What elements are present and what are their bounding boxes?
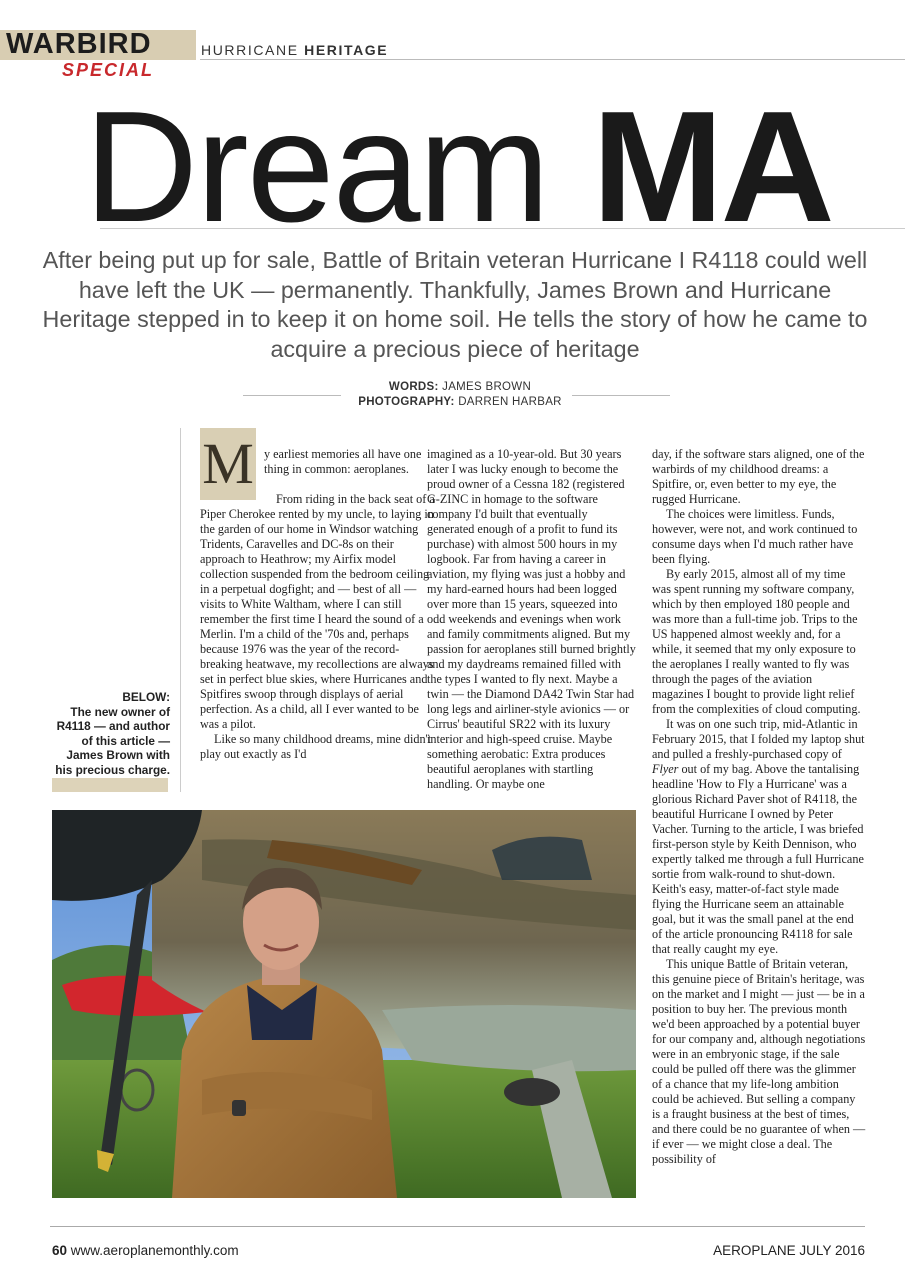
col1-paragraph-2: Like so many childhood dreams, mine didn't play out exactly as I'd: [200, 732, 432, 761]
caption-label: BELOW:: [122, 690, 170, 704]
header-divider: [200, 59, 905, 60]
col1-opening-text: y earliest memories all have one thing in common: aeroplanes.: [264, 447, 422, 476]
col1-paragraph-1: From riding in the back seat of a Piper Cherokee rented by my uncle, to laying in the garden of our home in Windsor watching Tridents, Caravelles and DC-8s on their approach to Heathrow; my Airfix model collection suspended from the bedroom ceiling in a perpetual dogfight; and — best of all — visits to White Waltham, where I can still remember the first time I heard the sound of a Merlin. I'm a child of the '70s and, perhaps because 1976 was the year of the record-breaking heatwave, my recollections are always set in perfect blue skies, where Hurricanes and Spitfires swoop through displays of aerial perfection. As a child, all I ever wanted to be was a pilot.: [200, 492, 435, 731]
footer-divider: [50, 1226, 865, 1227]
photo-caption: [50, 690, 170, 777]
standfirst: After being put up for sale, Battle of Britain veteran Hurricane I R4118 could well have left the UK — permanently. Thankfully, James Brown and Hurricane Heritage stepped in to keep it on home soil. He tells the story of how he came to acquire a precious piece of heritage: [42, 247, 868, 362]
series-title-light: HURRICANE: [201, 42, 299, 58]
body-column-2: [427, 447, 637, 792]
hurricane-photo-illustration: [52, 810, 636, 1198]
body-column-1: [200, 492, 438, 762]
photo-credit-name: DARREN HARBAR: [458, 396, 562, 408]
headline: [84, 79, 905, 255]
caption-accent-bar: [52, 778, 168, 792]
col3-p4-part-b: out of my bag. Above the tantalising headline 'How to Fly a Hurricane' was a glorious Richard Paver shot of R4118, the beautiful Hurricane I owned by Peter Vacher. Turning to the article, I was briefed first-person style by Keith Dennison, who expertly talked me through a full Hurricane sortie from walk-round to shut-down. Keith's easy, matter-of-fact style made flying the Hurricane seem an attainable goal, but it was the small panel at the end of the article pronouncing R4118 for sale that really caught my eye.: [652, 762, 864, 956]
col1-opening-lines: [264, 447, 438, 477]
col3-paragraph-4: [652, 717, 866, 957]
series-title-bold: HERITAGE: [304, 42, 389, 58]
page-number: 60: [52, 1243, 68, 1258]
issue-label: AEROPLANE JULY 2016: [713, 1243, 865, 1258]
photo-credit-label: PHOTOGRAPHY:: [358, 396, 455, 408]
caption-column-divider: [180, 428, 181, 792]
warbird-badge-title: WARBIRD: [6, 28, 152, 60]
col3-paragraph-3: By early 2015, almost all of my time was spent running my software company, which by then employed 180 people and was more than a full-time job. Trips to the US happened almost weekly and, for a while, it seemed that my only exposure to the aeroplanes I really wanted to fly was through the pages of the aviation magazines I bought to provide light relief from the complexities of cloud computing.: [652, 567, 861, 716]
col3-paragraph-5: This unique Battle of Britain veteran, this genuine piece of Britain's heritage, was on the market and I might — just — be in a position to buy her. The previous month we'd been approached by a potential buyer for our company and, although negotiations were in an embryonic stage, if the sale could be pulled off there was the glimmer of a chance that my life-long ambition could be achieved. But selling a company is a fraught business at the best of times, and there could be no guarantee of when — if ever — we might close a deal. The possibility of: [652, 957, 866, 1166]
headline-bold-word: MA: [591, 79, 832, 255]
drop-cap-box: [200, 428, 256, 500]
radiator-intake: [504, 1078, 560, 1106]
caption-text: The new owner of R4118 — and author of this article — James Brown with his precious charge.: [55, 704, 170, 777]
hurricane-photo: [52, 810, 636, 1198]
col3-paragraph-2: The choices were limitless. Funds, however, were not, and work continued to consume days when I'd much rather have been flying.: [652, 507, 858, 566]
series-title: [201, 41, 388, 59]
words-credit-label: WORDS:: [388, 381, 439, 393]
magazine-title: Flyer: [652, 762, 679, 776]
drop-cap: M: [202, 431, 254, 496]
words-credit-name: JAMES BROWN: [442, 381, 532, 393]
special-label: SPECIAL: [62, 60, 155, 80]
footer-left: [52, 1242, 239, 1260]
words-credit: [300, 380, 620, 395]
credits: [300, 380, 620, 410]
headline-light-word: Dream: [84, 79, 549, 255]
wristwatch: [232, 1100, 246, 1116]
website-link[interactable]: www.aeroplanemonthly.com: [70, 1243, 239, 1258]
body-column-3: [652, 447, 866, 1167]
col2-paragraph-1: imagined as a 10-year-old. But 30 years later I was lucky enough to become the proud owner of a Cessna 182 (registered G-ZINC in homage to the software company I'd built that eventually generated enough of a profit to fund its purchase) with almost 500 hours in my logbook. Far from having a career in aviation, my flying was just a hobby and my hard-earned hours had been logged over more than 15 years, squeezed into odd weekends and evenings when work and family commitments aligned. But my passion for aeroplanes still burned brightly and my daydreams remained filled with the types I wanted to fly next. Maybe a twin — the Diamond DA42 Twin Star had long legs and airliner-style avionics — or Cirrus' beautiful SR22 with its luxury interior and high-speed cruise. Maybe something aerobatic: Extra produces beautiful aeroplanes with startling handling. Or maybe one: [427, 447, 636, 791]
photo-credit: [300, 395, 620, 410]
col3-paragraph-1: day, if the software stars aligned, one of the warbirds of my childhood dreams: a Spitfire, or, even better to my eye, the rugged Hurricane.: [652, 447, 865, 506]
col3-p4-part-a: It was on one such trip, mid-Atlantic in February 2015, that I folded my laptop shut and pulled a freshly-purchased copy of: [652, 717, 865, 761]
